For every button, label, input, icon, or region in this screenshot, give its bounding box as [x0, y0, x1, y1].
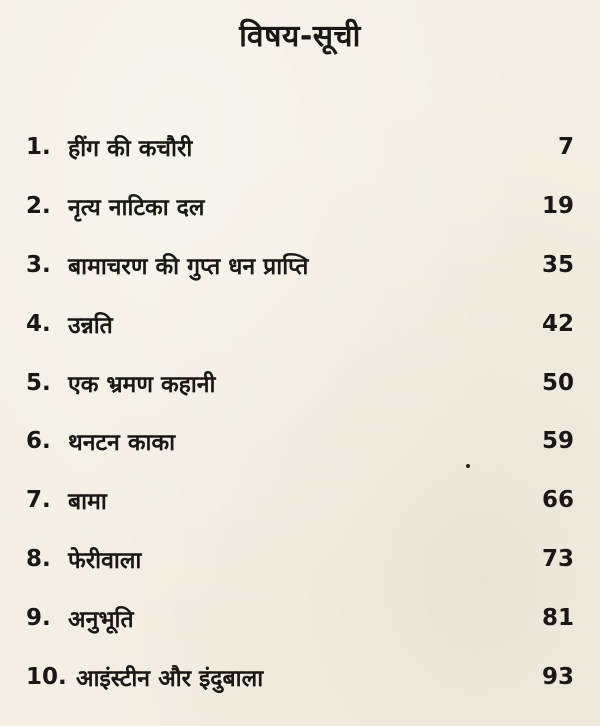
chapter-number: 10. [26, 663, 67, 690]
toc-entry [26, 647, 574, 706]
chapter-title: उन्नति [68, 312, 113, 339]
chapter-number: 8. [26, 545, 51, 572]
ink-speck [466, 464, 470, 468]
page-number: 35 [541, 251, 574, 278]
toc-entry [26, 412, 574, 471]
chapter-title: हींग की कचौरी [68, 136, 193, 163]
toc-entry [26, 353, 574, 412]
page-number: 19 [541, 193, 574, 220]
page-number: 7 [557, 134, 574, 161]
page-number: 50 [541, 369, 574, 396]
page-title: विषय-सूची [239, 19, 361, 54]
toc-entry [26, 588, 574, 647]
toc-entry [26, 471, 574, 530]
chapter-title: थनटन काका [68, 430, 176, 457]
toc-entry [26, 118, 574, 177]
chapter-title: बामा [68, 489, 107, 516]
chapter-number: 1. [26, 134, 51, 161]
page-number: 42 [541, 310, 574, 337]
toc-entry [26, 294, 574, 353]
chapter-title: आइंस्टीन और इंदुबाला [76, 665, 264, 692]
toc-entry [26, 177, 574, 236]
chapter-title: बामाचरण की गुप्त धन प्राप्ति [68, 253, 309, 280]
page-number: 59 [541, 428, 574, 455]
table-of-contents [26, 118, 574, 706]
page-number: 73 [541, 545, 574, 572]
chapter-number: 3. [26, 251, 51, 278]
chapter-title: नृत्य नाटिका दल [68, 195, 205, 222]
chapter-title: एक भ्रमण कहानी [68, 371, 216, 398]
chapter-number: 9. [26, 604, 51, 631]
page-number: 66 [541, 487, 574, 514]
chapter-number: 5. [26, 369, 51, 396]
chapter-number: 7. [26, 487, 51, 514]
chapter-number: 6. [26, 428, 51, 455]
toc-entry [26, 236, 574, 295]
chapter-number: 2. [26, 193, 51, 220]
chapter-title: अनुभूति [68, 606, 134, 633]
page-number: 93 [541, 663, 574, 690]
toc-entry [26, 530, 574, 589]
page-number: 81 [541, 604, 574, 631]
chapter-number: 4. [26, 310, 51, 337]
chapter-title: फेरीवाला [68, 547, 142, 574]
